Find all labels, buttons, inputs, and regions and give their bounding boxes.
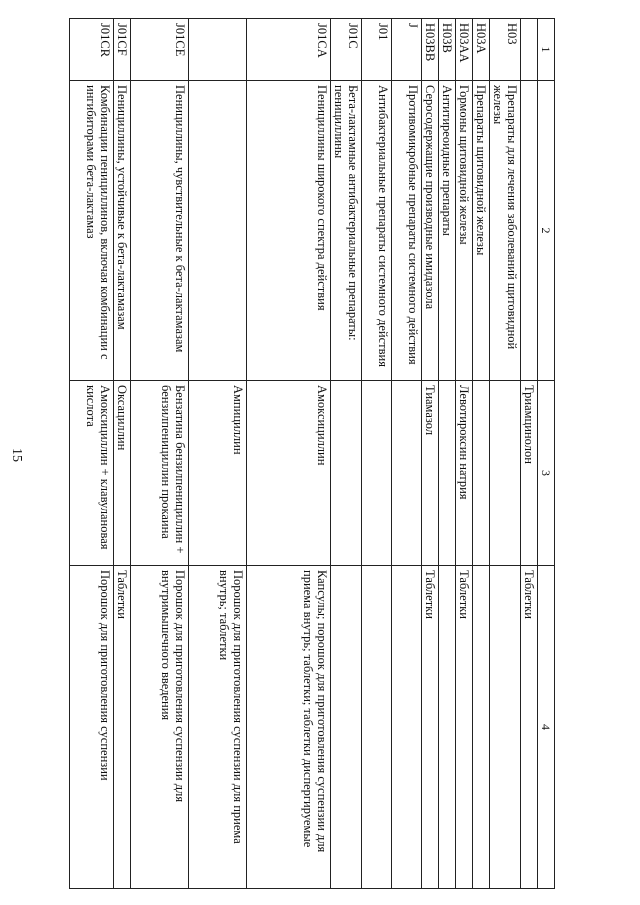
cell-code: J01CF [114,19,131,81]
cell-drug [362,381,392,566]
header-col-1: 1 [538,19,555,81]
table-row [331,19,362,889]
cell-drug: Бензатина бензилпенициллин + бензилпенициллин прокаина [131,381,189,566]
cell-drug [439,381,456,566]
cell-form: Таблетки [521,566,538,889]
drug-table [69,18,555,889]
cell-form [362,566,392,889]
cell-drug: Оксациллин [114,381,131,566]
table-row [490,19,521,889]
cell-code: J01CA [247,19,331,81]
cell-form [490,566,521,889]
header-col-3: 3 [538,381,555,566]
cell-drug: Триамцинолон [521,381,538,566]
cell-name: Пенициллины широкого спектра действия [247,81,331,381]
header-col-4: 4 [538,566,555,889]
cell-code: H03B [439,19,456,81]
cell-name: Пенициллины, устойчивые к бета-лактамазам [114,81,131,381]
cell-code: H03A [473,19,490,81]
table-row [456,19,473,889]
table-row [362,19,392,889]
table-row [70,19,114,889]
cell-form: Таблетки [114,566,131,889]
cell-form: Таблетки [456,566,473,889]
cell-code: J01 [362,19,392,81]
table-row [392,19,422,889]
cell-name [189,81,247,381]
cell-drug: Амоксициллин [247,381,331,566]
cell-form: Порошок для приготовления суспензии для внутримышечного введения [131,566,189,889]
cell-drug [473,381,490,566]
cell-name: Препараты для лечения заболеваний щитовидной железы [490,81,521,381]
cell-form [439,566,456,889]
cell-name: Противомикробные препараты системного действия [392,81,422,381]
table-row [422,19,439,889]
table-row [114,19,131,889]
cell-name: Гормоны щитовидной железы [456,81,473,381]
cell-drug [490,381,521,566]
cell-code: H03 [490,19,521,81]
table-row [473,19,490,889]
cell-code [189,19,247,81]
table-row [131,19,189,889]
table-row [521,19,538,889]
cell-name: Препараты щитовидной железы [473,81,490,381]
cell-code [521,19,538,81]
cell-form [331,566,362,889]
cell-drug: Амоксициллин + клавулановая кислота [70,381,114,566]
cell-code: J01C [331,19,362,81]
cell-form: Порошок для приготовления суспензии для приема внутрь; таблетки [189,566,247,889]
page-number: 15 [9,448,24,462]
cell-drug: Ампициллин [189,381,247,566]
cell-code: J01CE [131,19,189,81]
cell-code: J01CR [70,19,114,81]
table-body [70,19,538,889]
cell-drug: Тиамазол [422,381,439,566]
cell-form: Порошок для приготовления суспензии [70,566,114,889]
cell-code: H03AA [456,19,473,81]
cell-code: H03BB [422,19,439,81]
cell-form: Капсулы; порошок для приготовления суспензии для приема внутрь; таблетки; таблетки диспергируемые [247,566,331,889]
cell-name: Серосодержащие производные имидазола [422,81,439,381]
cell-name: Антибактериальные препараты системного действия [362,81,392,381]
cell-name: Бета-лактамные антибактериальные препараты: пенициллины [331,81,362,381]
drug-table-rotated [55,18,555,888]
cell-name: Антитиреоидные препараты [439,81,456,381]
cell-drug [392,381,422,566]
cell-drug: Левотироксин натрия [456,381,473,566]
cell-name: Комбинации пенициллинов, включая комбинации с ингибиторами бета-лактамаз [70,81,114,381]
header-row [538,19,555,889]
header-col-2: 2 [538,81,555,381]
table-row [247,19,331,889]
cell-name: Пенициллины, чувствительные к бета-лактамазам [131,81,189,381]
cell-form [392,566,422,889]
table-row [189,19,247,889]
cell-code: J [392,19,422,81]
cell-name [521,81,538,381]
cell-form [473,566,490,889]
table-row [439,19,456,889]
cell-form: Таблетки [422,566,439,889]
cell-drug [331,381,362,566]
